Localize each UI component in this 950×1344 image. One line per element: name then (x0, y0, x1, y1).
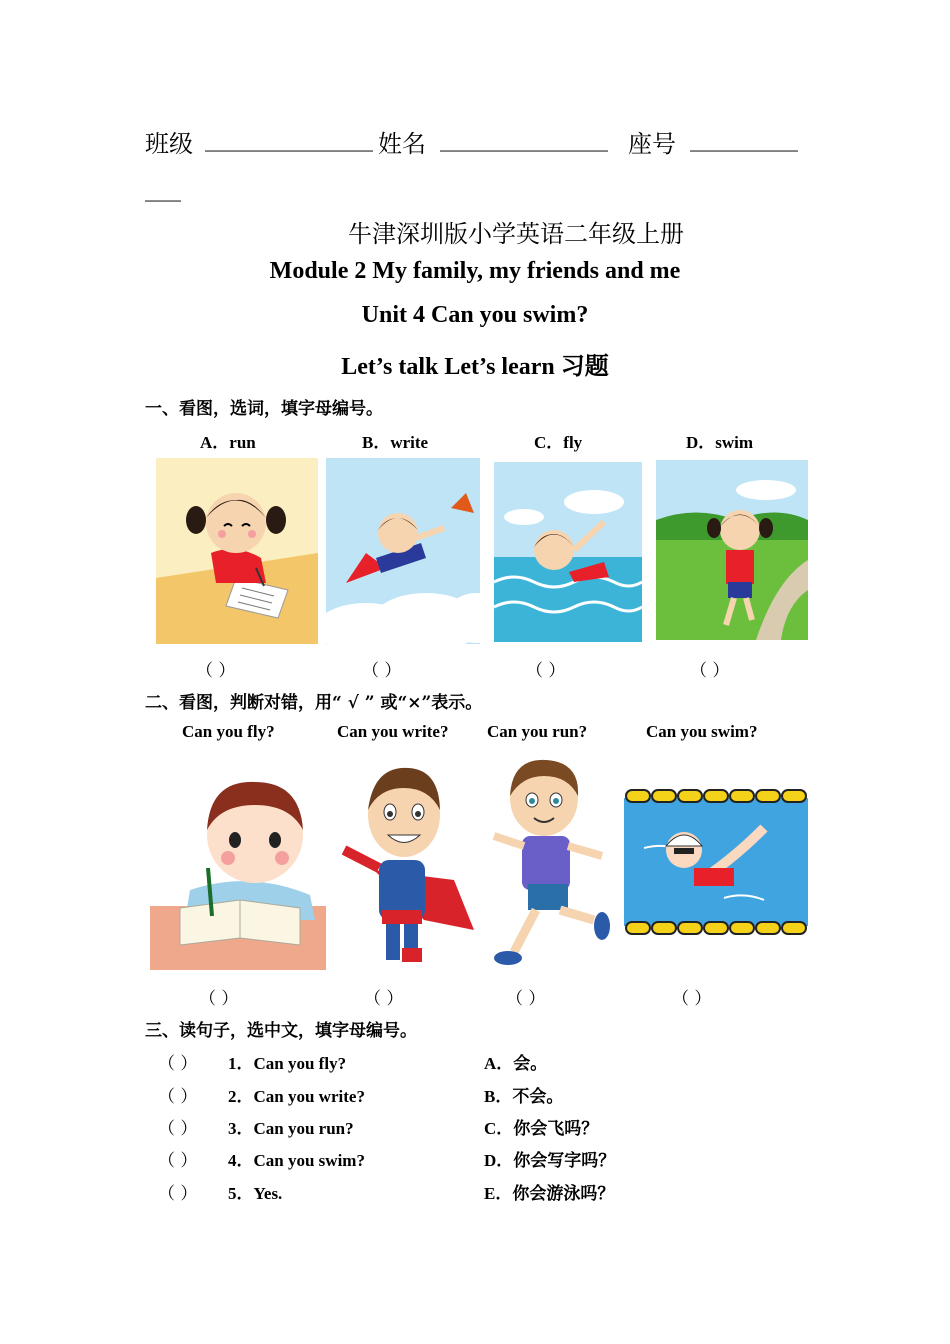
judge-blank-1[interactable]: （ ） (199, 989, 239, 1009)
answer-blank-3[interactable]: （ ） (526, 661, 566, 681)
choice-d: D．你会写字吗？ (484, 1151, 616, 1170)
title-chinese: 牛津深圳版小学英语二年级上册 (348, 220, 684, 248)
girl-flying-icon (326, 458, 480, 644)
match-blank-1[interactable]: （ ） (158, 1054, 198, 1074)
superhero-boy-icon (334, 760, 476, 966)
class-label: 班级 (145, 130, 193, 158)
swimmer-icon (624, 788, 808, 936)
match-blank-2[interactable]: （ ） (158, 1087, 198, 1107)
section1-heading: 一、看图，选词，填字母编号。 (145, 399, 383, 419)
match-blank-3[interactable]: （ ） (158, 1119, 198, 1139)
option-d: D．swim (686, 433, 754, 452)
seat-blank[interactable]: _________ (690, 124, 798, 152)
seat-label: 座号 (628, 130, 676, 158)
match-item-1: 1．Can you fly? (228, 1054, 347, 1073)
title-module: Module 2 My family, my friends and me (269, 258, 681, 284)
question-swim: Can you swim? (646, 722, 758, 741)
boy-running-icon (484, 756, 614, 972)
question-fly: Can you fly? (182, 722, 275, 741)
judge-blank-3[interactable]: （ ） (506, 989, 546, 1009)
title-unit: Unit 4 Can you swim? (361, 302, 589, 328)
judge-blank-4[interactable]: （ ） (672, 989, 712, 1009)
choice-c: C．你会飞吗？ (484, 1119, 599, 1138)
boy-writing-icon (150, 760, 326, 970)
match-item-2: 2．Can you write? (228, 1087, 365, 1106)
girl-writing-icon (156, 458, 318, 644)
judge-blank-2[interactable]: （ ） (364, 989, 404, 1009)
option-c: C．fly (534, 433, 583, 452)
answer-blank-1[interactable]: （ ） (196, 661, 236, 681)
question-write: Can you write? (337, 722, 449, 741)
match-blank-5[interactable]: （ ） (158, 1184, 198, 1204)
choice-a: A．会。 (484, 1054, 548, 1073)
name-blank[interactable]: ______________ (440, 124, 608, 152)
option-a: A．run (200, 433, 256, 452)
choice-b: B．不会。 (484, 1087, 564, 1106)
girl-swimming-icon (494, 462, 642, 642)
match-item-4: 4．Can you swim? (228, 1151, 365, 1170)
answer-blank-4[interactable]: （ ） (690, 661, 730, 681)
option-b: B．write (362, 433, 429, 452)
section2-heading: 二、看图，判断对错，用“ √ ” 或“×”表示。 (145, 693, 483, 713)
class-blank[interactable]: ______________ (205, 124, 373, 152)
answer-blank-2[interactable]: （ ） (362, 661, 402, 681)
match-item-3: 3．Can you run? (228, 1119, 354, 1138)
name-label: 姓名 (378, 130, 426, 158)
section3-heading: 三、读句子，选中文，填字母编号。 (145, 1021, 417, 1041)
match-item-5: 5．Yes. (228, 1184, 283, 1203)
match-blank-4[interactable]: （ ） (158, 1151, 198, 1171)
question-run: Can you run? (487, 722, 588, 741)
girl-running-icon (656, 460, 808, 640)
seat-blank-continued: ___ (145, 174, 181, 202)
choice-e: E．你会游泳吗？ (484, 1184, 615, 1203)
title-lesson: Let’s talk Let’s learn 习题 (341, 354, 609, 380)
